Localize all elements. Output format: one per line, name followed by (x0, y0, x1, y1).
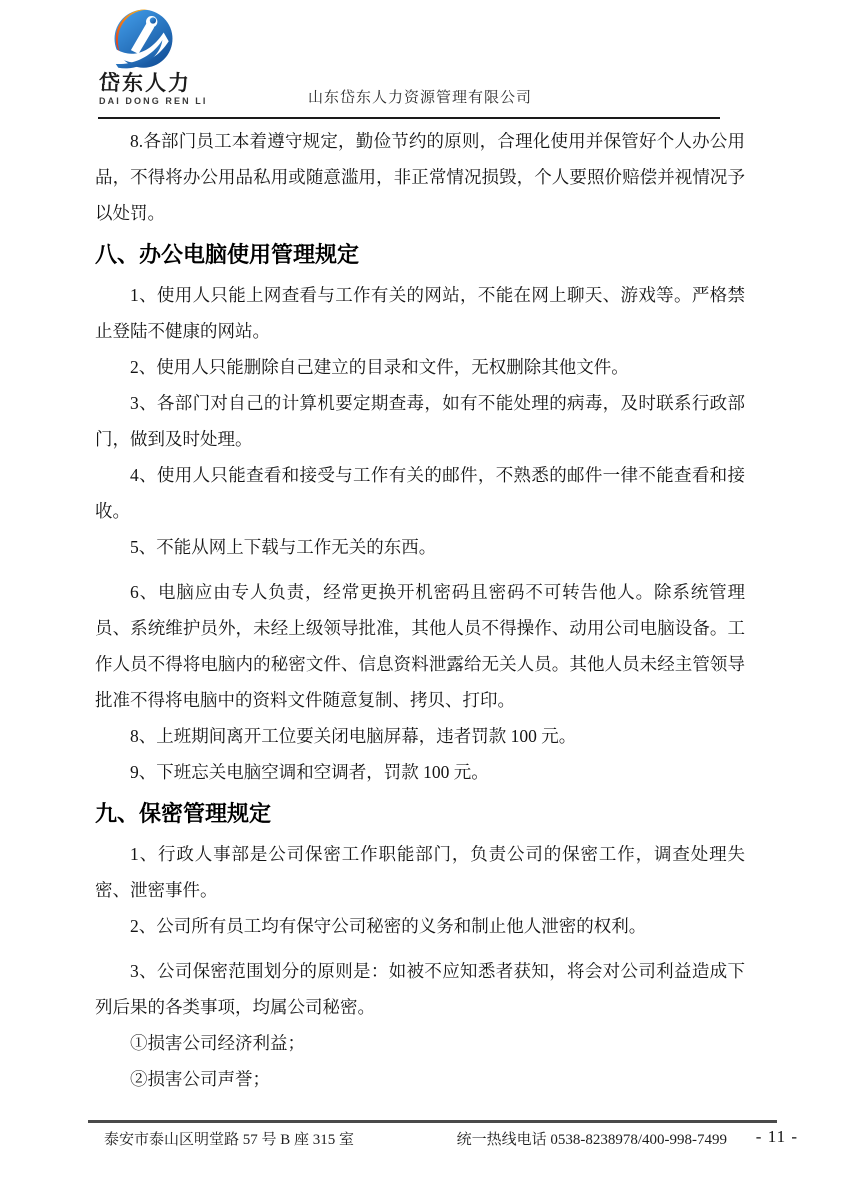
paragraph: 1、使用人只能上网查看与工作有关的网站，不能在网上聊天、游戏等。严格禁止登陆不健康的网站。 (95, 285, 745, 341)
paragraph: 1、行政人事部是公司保密工作职能部门，负责公司的保密工作，调查处理失密、泄密事件。 (95, 844, 745, 900)
company-name: 山东岱东人力资源管理有限公司 (308, 90, 533, 106)
paragraph: ②损害公司声誉； (130, 1069, 270, 1089)
section-heading: 九、保密管理规定 (95, 801, 272, 826)
paragraph: 5、不能从网上下载与工作无关的东西。 (130, 537, 437, 557)
section-heading: 八、办公电脑使用管理规定 (95, 242, 360, 267)
logo-name-en: DAI DONG REN LI (99, 96, 208, 106)
paragraph: ①损害公司经济利益； (130, 1033, 305, 1053)
paragraph: 2、公司所有员工均有保守公司秘密的义务和制止他人泄密的权利。 (130, 916, 647, 936)
footer-hotline: 统一热线电话 0538-8238978/400-998-7499 (456, 1132, 727, 1148)
paragraph: 8、上班期间离开工位要关闭电脑屏幕，违者罚款 100 元。 (130, 726, 577, 746)
paragraph: 8.各部门员工本着遵守规定，勤俭节约的原则，合理化使用并保管好个人办公用品，不得将办公用品私用或随意滥用，非正常情况损毁，个人要照价赔偿并视情况予以处罚。 (95, 131, 745, 223)
logo-name-cn: 岱东人力 (99, 72, 191, 95)
paragraph: 4、使用人只能查看和接受与工作有关的邮件，不熟悉的邮件一律不能查看和接收。 (95, 465, 745, 521)
paragraph: 3、公司保密范围划分的原则是：如被不应知悉者获知，将会对公司利益造成下列后果的各类事项，均属公司秘密。 (95, 961, 745, 1017)
paragraph: 3、各部门对自己的计算机要定期查毒，如有不能处理的病毒，及时联系行政部门，做到及时处理。 (95, 393, 745, 449)
page-number: - 11 - (755, 1127, 798, 1146)
paragraph: 9、下班忘关电脑空调和空调者，罚款 100 元。 (130, 762, 489, 782)
paragraph: 2、使用人只能删除自己建立的目录和文件，无权删除其他文件。 (130, 357, 629, 377)
document-body (95, 123, 745, 1097)
footer-divider (88, 1120, 777, 1123)
logo-mark-icon (112, 8, 175, 72)
footer-row (88, 1128, 777, 1149)
company-logo (99, 8, 208, 107)
paragraph: 6、电脑应由专人负责，经常更换开机密码且密码不可转告他人。除系统管理员、系统维护员外，未经上级领导批准，其他人员不得操作、动用公司电脑设备。工作人员不得将电脑内的秘密文件、信息资料泄露给无关人员。其他人员未经主管领导批准不得将电脑中的资料文件随意复制、拷贝、打印。 (95, 582, 745, 710)
footer-address: 泰安市泰山区明堂路 57 号 B 座 315 室 (104, 1132, 355, 1148)
header-divider (98, 117, 720, 119)
